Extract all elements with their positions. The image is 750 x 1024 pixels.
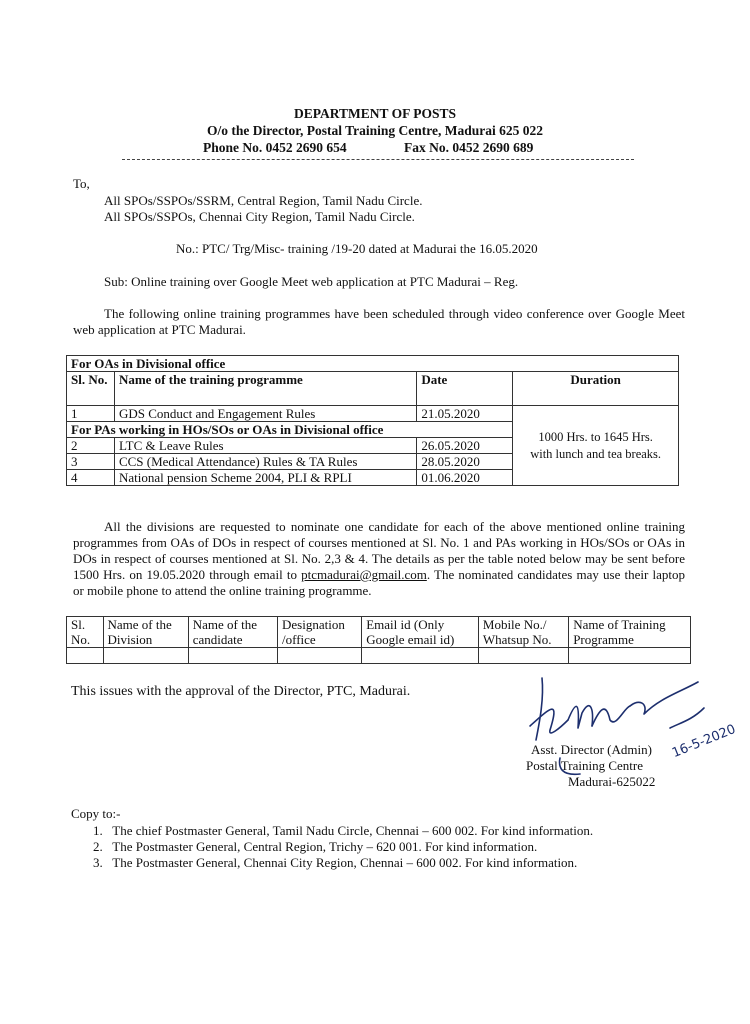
recipient-line: All SPOs/SSPOs, Chennai City Region, Tamil Nadu Circle. [104,209,415,224]
nomination-text: All the divisions are requested to nominate one candidate for each of the above mentioned online training programmes from OAs of DOs in respect of courses mentioned at Sl. No. 1 and PAs working in HOs/SOs or OAs in DOs in respect of courses mentioned at Sl. No. 2,3 & 4. The details as per the table noted below may be sent before 1500 Hrs. on 19.05.2020 through email to [73,519,685,582]
nomination-table [66,616,691,664]
table-section-row [67,356,679,372]
signatory-designation: Asst. Director (Admin) [531,742,652,757]
row-programme: GDS Conduct and Engagement Rules [114,406,416,422]
empty-cell [188,648,277,664]
col-header: Email id (Only Google email id) [362,617,479,648]
fax-number: Fax No. 0452 2690 689 [404,140,534,155]
training-schedule-table [66,355,679,486]
signatory-office: Postal Training Centre [526,758,644,773]
nomination-text-end: . The nominated candidates may use their laptop or mobile phone to attend the online training programme. [73,567,685,598]
col-header: Sl. No. [67,617,104,648]
row-sl: 1 [67,406,115,422]
row-date: 26.05.2020 [417,438,513,454]
recipient-line: All SPOs/SSPOs/SSRM, Central Region, Tamil Nadu Circle. [104,193,423,208]
col-header-date: Date [417,372,513,406]
row-date: 21.05.2020 [417,406,513,422]
row-sl: 4 [67,470,115,486]
row-sl: 3 [67,454,115,470]
col-header: Name of the candidate [188,617,277,648]
intro-paragraph: The following online training programmes have been scheduled through video conference over Google Meet web application at PTC Madurai. [73,306,685,337]
section-heading: For OAs in Divisional office [67,356,679,372]
reference-number: No.: PTC/ Trg/Misc- training /19-20 dated at Madurai the 16.05.2020 [176,241,538,256]
row-programme: CCS (Medical Attendance) Rules & TA Rules [114,454,416,470]
table-header-row [67,372,679,406]
empty-cell [569,648,691,664]
col-header-programme: Name of the training programme [114,372,416,406]
empty-cell [362,648,479,664]
copy-to-item: 3. The Postmaster General, Chennai City Region, Chennai – 600 002. For kind information. [93,855,578,870]
copy-to-item: 2. The Postmaster General, Central Region, Trichy – 620 001. For kind information. [93,839,538,854]
handwritten-date: 16-5-2020 [669,721,738,762]
col-header-duration: Duration [513,372,679,406]
copy-to-label: Copy to:- [71,806,121,821]
row-programme: LTC & Leave Rules [114,438,416,454]
table-header-row [67,617,691,648]
nomination-paragraph [73,519,685,599]
col-header-sl: Sl. No. [67,372,115,406]
office-address: O/o the Director, Postal Training Centre, Madurai 625 022 [207,123,543,138]
row-date: 01.06.2020 [417,470,513,486]
to-label: To, [73,176,90,191]
phone-number: Phone No. 0452 2690 654 [203,140,347,155]
email-link[interactable]: ptcmadurai@gmail.com [301,567,427,582]
copy-to-item: 1. The chief Postmaster General, Tamil Nadu Circle, Chennai – 600 002. For kind information. [93,823,594,838]
duration-cell: 1000 Hrs. to 1645 Hrs. with lunch and tea breaks. [513,406,679,486]
row-sl: 2 [67,438,115,454]
department-title: DEPARTMENT OF POSTS [293,106,457,121]
table-row [67,406,679,422]
approval-statement: This issues with the approval of the Director, PTC, Madurai. [71,684,411,699]
col-header: Designation /office [278,617,362,648]
subject-line: Sub: Online training over Google Meet web application at PTC Madurai – Reg. [104,274,519,289]
row-date: 28.05.2020 [417,454,513,470]
table-row [67,648,691,664]
empty-cell [278,648,362,664]
empty-cell [67,648,104,664]
col-header: Name of Training Programme [569,617,691,648]
col-header: Mobile No./ Whatsup No. [478,617,568,648]
row-programme: National pension Scheme 2004, PLI & RPLI [114,470,416,486]
section-heading: For PAs working in HOs/SOs or OAs in Divisional office [67,422,513,438]
header-divider [122,159,634,160]
empty-cell [478,648,568,664]
empty-cell [103,648,188,664]
col-header: Name of the Division [103,617,188,648]
signatory-location: Madurai-625022 [568,774,656,789]
